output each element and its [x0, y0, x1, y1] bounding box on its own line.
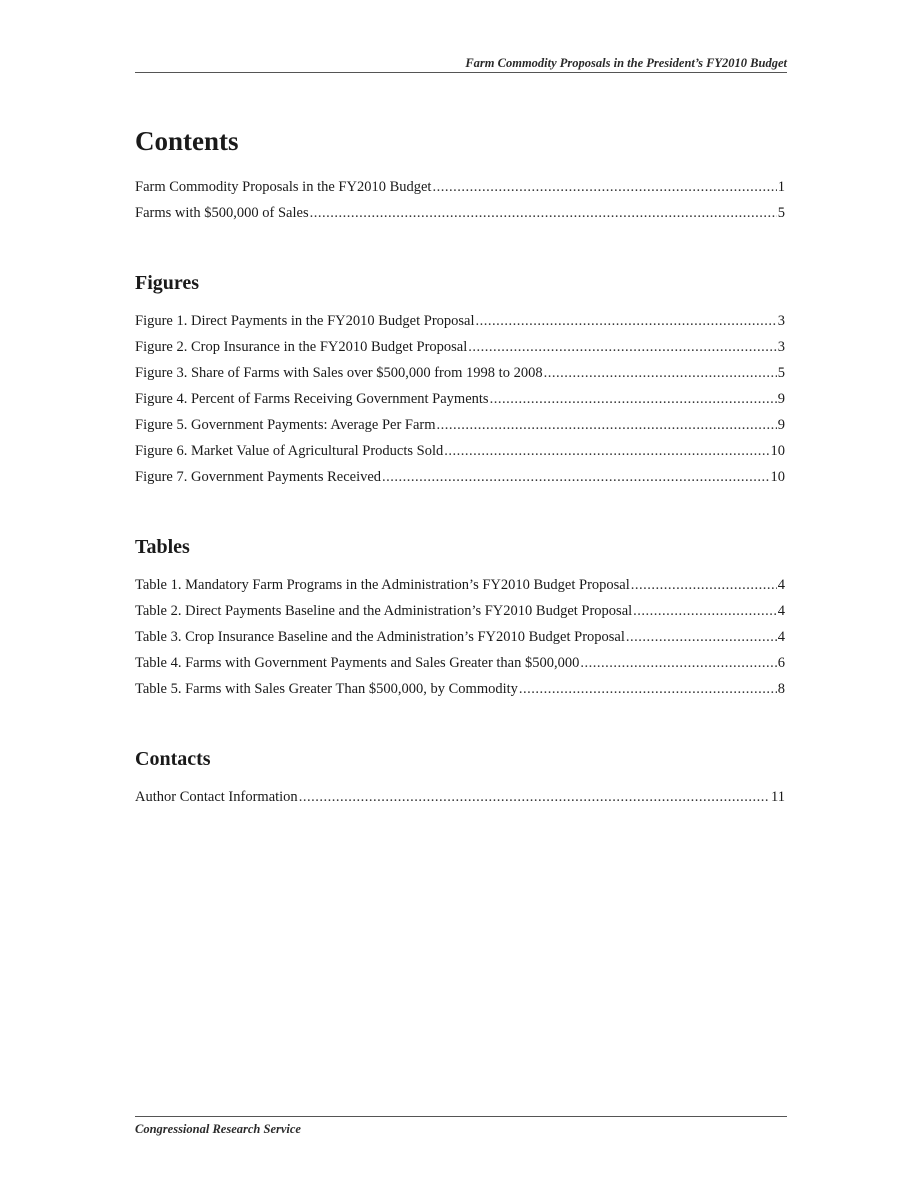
dot-leader — [633, 598, 777, 624]
toc-entry-title: Figure 6. Market Value of Agricultural Products Sold — [135, 443, 444, 459]
toc-entry-title: Table 3. Crop Insurance Baseline and the Administration’s FY2010 Budget Proposal — [135, 629, 625, 645]
toc-entry-title: Figure 5. Government Payments: Average Per Farm — [135, 417, 436, 433]
toc-entry-page: 4 — [777, 603, 785, 619]
toc-entry[interactable] — [135, 360, 785, 386]
section-spacer — [135, 226, 785, 270]
dot-leader — [476, 308, 777, 334]
toc-entry[interactable] — [135, 624, 785, 650]
toc-entry-page: 10 — [770, 469, 785, 485]
toc-entry[interactable] — [135, 572, 785, 598]
figures-section — [135, 270, 785, 490]
dot-leader — [310, 200, 777, 226]
toc-entry-title: Figure 7. Government Payments Received — [135, 469, 382, 485]
tables-list — [135, 572, 785, 702]
toc-entry[interactable] — [135, 784, 785, 810]
figures-list — [135, 308, 785, 490]
toc-entry[interactable] — [135, 598, 785, 624]
toc-entry[interactable] — [135, 334, 785, 360]
toc-entry-page: 9 — [777, 417, 785, 433]
dot-leader — [437, 412, 777, 438]
toc-entry[interactable] — [135, 650, 785, 676]
toc-entry-page: 5 — [777, 365, 785, 381]
dot-leader — [468, 334, 776, 360]
running-header: Farm Commodity Proposals in the President’s FY2010 Budget — [465, 56, 787, 70]
toc-entry-page: 6 — [777, 655, 785, 671]
contacts-list — [135, 784, 785, 810]
toc-entry-title: Figure 2. Crop Insurance in the FY2010 Budget Proposal — [135, 339, 468, 355]
toc-entry-page: 4 — [777, 629, 785, 645]
toc-entry-page: 5 — [777, 205, 785, 221]
contents-list — [135, 174, 785, 226]
tables-section — [135, 534, 785, 702]
toc-entry-page: 8 — [777, 681, 785, 697]
dot-leader — [626, 624, 777, 650]
contacts-heading: Contacts — [135, 748, 211, 770]
toc-entry-title: Table 1. Mandatory Farm Programs in the Administration’s FY2010 Budget Proposal — [135, 577, 630, 593]
tables-heading: Tables — [135, 536, 190, 558]
toc-entry-title: Author Contact Information — [135, 789, 298, 805]
dot-leader — [519, 676, 777, 702]
toc-entry-page: 10 — [770, 443, 785, 459]
contacts-section — [135, 746, 785, 810]
section-spacer — [135, 702, 785, 746]
dot-leader — [444, 438, 769, 464]
toc-entry-title: Farms with $500,000 of Sales — [135, 205, 309, 221]
running-footer: Congressional Research Service — [135, 1122, 301, 1136]
toc-entry-page: 9 — [777, 391, 785, 407]
dot-leader — [432, 174, 776, 200]
toc-entry-page: 4 — [777, 577, 785, 593]
toc-entry-page: 3 — [777, 339, 785, 355]
toc-entry[interactable] — [135, 308, 785, 334]
toc-entry-title: Figure 4. Percent of Farms Receiving Government Payments — [135, 391, 489, 407]
toc-entry-page: 1 — [777, 179, 785, 195]
toc-entry-page: 3 — [777, 313, 785, 329]
section-spacer — [135, 490, 785, 534]
toc-entry[interactable] — [135, 174, 785, 200]
toc-entry[interactable] — [135, 412, 785, 438]
dot-leader — [580, 650, 776, 676]
toc-entry-title: Table 4. Farms with Government Payments and Sales Greater than $500,000 — [135, 655, 580, 671]
toc-entry[interactable] — [135, 386, 785, 412]
toc-entry[interactable] — [135, 438, 785, 464]
toc-entry-title: Farm Commodity Proposals in the FY2010 Budget — [135, 179, 432, 195]
table-of-contents — [135, 122, 785, 810]
toc-entry-title: Figure 3. Share of Farms with Sales over $500,000 from 1998 to 2008 — [135, 365, 543, 381]
toc-entry[interactable] — [135, 464, 785, 490]
toc-entry[interactable] — [135, 200, 785, 226]
toc-entry-title: Figure 1. Direct Payments in the FY2010 Budget Proposal — [135, 313, 475, 329]
dot-leader — [299, 784, 770, 810]
figures-heading: Figures — [135, 272, 200, 294]
toc-entry-page: 11 — [771, 789, 785, 805]
contents-section — [135, 122, 785, 226]
contents-heading: Contents — [135, 126, 239, 156]
dot-leader — [631, 572, 777, 598]
dot-leader — [382, 464, 769, 490]
dot-leader — [544, 360, 777, 386]
toc-entry-title: Table 2. Direct Payments Baseline and the Administration’s FY2010 Budget Proposal — [135, 603, 633, 619]
toc-entry-title: Table 5. Farms with Sales Greater Than $500,000, by Commodity — [135, 681, 518, 697]
header-rule — [135, 72, 787, 73]
footer-rule — [135, 1116, 787, 1117]
dot-leader — [490, 386, 777, 412]
toc-entry[interactable] — [135, 676, 785, 702]
